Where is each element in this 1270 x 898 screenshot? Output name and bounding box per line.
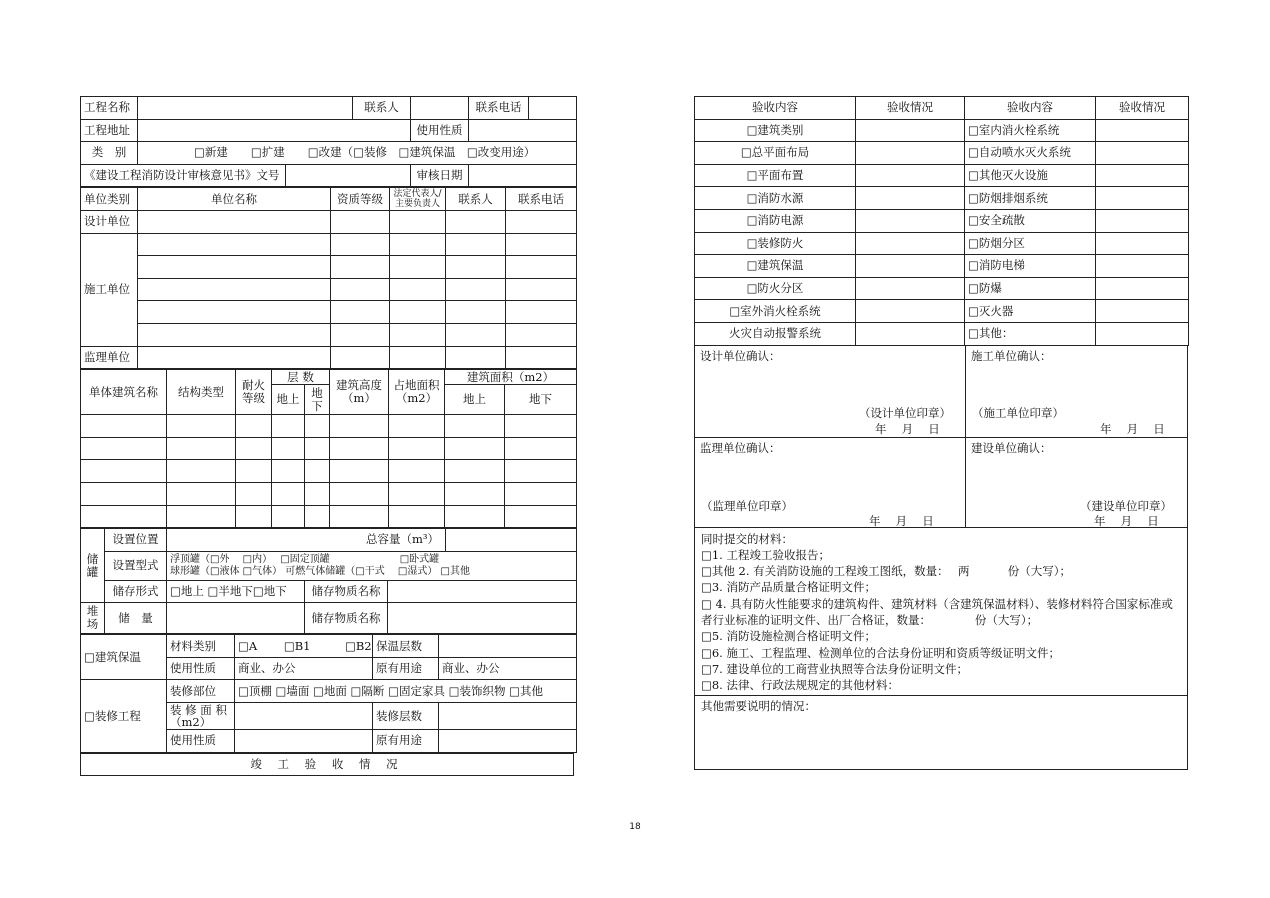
table-row	[695, 232, 1189, 255]
building-cell[interactable]	[272, 415, 305, 438]
construction-unit-cell[interactable]	[390, 256, 446, 279]
supervision-confirm-box[interactable]	[695, 438, 966, 527]
acceptance-status-cell[interactable]	[1096, 300, 1189, 323]
tank-type-line1[interactable]: 浮顶罐（□外 □内） □固定顶罐 □卧式罐	[170, 553, 440, 565]
decoration-original-use-field[interactable]	[439, 730, 577, 753]
building-cell[interactable]	[445, 505, 505, 528]
building-cell[interactable]	[272, 505, 305, 528]
insulation-label[interactable]: □建筑保温	[81, 635, 167, 680]
tank-capacity-label: 总容量（m³）	[167, 529, 446, 552]
construction-confirm-label: 施工单位确认：	[971, 348, 1052, 363]
building-cell[interactable]	[445, 482, 505, 505]
category-options[interactable]: □新建 □扩建 □改建（□装修 □建筑保温 □改变用途）	[138, 142, 577, 165]
review-doc-field[interactable]	[286, 164, 411, 187]
acceptance-status-cell[interactable]	[856, 232, 965, 255]
acceptance-item[interactable]: □装修防火	[695, 232, 856, 255]
building-cell[interactable]	[330, 505, 389, 528]
material-item[interactable]: □3. 消防产品质量合格证明文件；	[701, 580, 876, 595]
supervision-unit-cell[interactable]	[390, 346, 446, 369]
acceptance-item[interactable]: □室内消火栓系统	[965, 119, 1096, 142]
review-date-label: 审核日期	[411, 164, 469, 187]
construction-unit-cell[interactable]	[506, 301, 577, 324]
construction-unit-cell[interactable]	[390, 301, 446, 324]
decoration-part-label: 装修部位	[167, 680, 235, 703]
confirm-row-1	[694, 346, 1188, 438]
qualification-header: 资质等级	[331, 188, 390, 211]
building-cell[interactable]	[236, 460, 272, 483]
acceptance-item[interactable]: □防烟排烟系统	[965, 187, 1096, 210]
tank-type-line2[interactable]: 球形罐（□液体 □气体） 可燃气体储罐（□干式 □湿式） □其他	[170, 565, 470, 577]
construction-unit-cell[interactable]	[331, 301, 390, 324]
material-item[interactable]: □6. 施工、工程监理、检测单位的合法身份证明和资质等级证明文件；	[701, 645, 1060, 660]
acceptance-item[interactable]: 火灾自动报警系统	[695, 322, 856, 345]
building-cell[interactable]	[305, 482, 330, 505]
building-cell[interactable]	[167, 505, 236, 528]
yard-label: 堆场	[81, 603, 105, 634]
construction-unit-cell[interactable]	[390, 323, 446, 346]
page-number: 18	[629, 822, 641, 832]
construction-stamp-label: （施工单位印章）	[972, 405, 1064, 420]
construction-confirm-box[interactable]	[966, 346, 1187, 437]
construction-unit-cell[interactable]	[138, 323, 331, 346]
phone-field[interactable]	[529, 97, 577, 120]
building-cell[interactable]	[81, 482, 167, 505]
material-item[interactable]: □1. 工程竣工验收报告；	[701, 547, 830, 562]
table-row	[81, 482, 577, 505]
acceptance-item[interactable]: □防爆	[965, 277, 1096, 300]
insulation-usage-value[interactable]: 商业、办公	[235, 657, 373, 680]
storage-form-options[interactable]: □地上 □半地下□地下	[167, 580, 305, 603]
acceptance-status-cell[interactable]	[1096, 164, 1189, 187]
acceptance-item[interactable]: □总平面布局	[695, 142, 856, 165]
design-unit-cell[interactable]	[331, 210, 390, 233]
footprint-header: 占地面积（m2）	[389, 370, 445, 415]
review-doc-label: 《建设工程消防设计审核意见书》文号	[81, 164, 286, 187]
supervision-unit-cell[interactable]	[138, 346, 331, 369]
acceptance-status-cell[interactable]	[1096, 277, 1189, 300]
area-above-header: 地上	[445, 385, 505, 415]
acceptance-status-cell[interactable]	[1096, 119, 1189, 142]
material-item[interactable]: □其他 2. 有关消防设施的工程竣工图纸，数量： 两 份（大写）；	[701, 564, 1071, 579]
decoration-label[interactable]: □装修工程	[81, 680, 167, 752]
building-cell[interactable]	[81, 505, 167, 528]
builder-confirm-label: 建设单位确认：	[971, 440, 1052, 455]
building-cell[interactable]	[305, 437, 330, 460]
construction-unit-cell[interactable]	[506, 323, 577, 346]
construction-unit-cell[interactable]	[138, 278, 331, 301]
construction-unit-cell[interactable]	[331, 278, 390, 301]
building-cell[interactable]	[272, 460, 305, 483]
acceptance-item[interactable]: □安全疏散	[965, 209, 1096, 232]
acceptance-item[interactable]: □自动喷水灭火系统	[965, 142, 1096, 165]
table-row	[81, 437, 577, 460]
material-item[interactable]: □ 4. 具有防火性能要求的建筑构件、建筑材料（含建筑保温材料）、装修材料符合国家标准或者行业标准的证明文件、出厂合格证，数量： 份（大写）；	[701, 596, 1173, 628]
building-cell[interactable]	[236, 437, 272, 460]
acceptance-status-cell[interactable]	[856, 187, 965, 210]
construction-unit-cell[interactable]	[138, 301, 331, 324]
builder-stamp-label: （建设单位印章）	[1080, 498, 1172, 513]
confirm-row-2	[694, 438, 1188, 528]
design-confirm-label: 设计单位确认：	[700, 348, 781, 363]
area-header: 建筑面积（m2）	[445, 370, 577, 385]
yard-material-name-label: 储存物质名称	[305, 603, 388, 634]
construction-unit-cell[interactable]	[390, 233, 446, 256]
floors-header: 层 数	[272, 370, 330, 385]
building-name-header: 单体建筑名称	[81, 370, 167, 415]
building-cell[interactable]	[389, 505, 445, 528]
design-unit-label: 设计单位	[81, 210, 138, 233]
phone-label: 联系电话	[469, 97, 529, 120]
building-cell[interactable]	[505, 460, 577, 483]
acceptance-status-cell[interactable]	[1096, 187, 1189, 210]
building-cell[interactable]	[389, 482, 445, 505]
category-label: 类 别	[81, 142, 138, 165]
yard-material-name-field[interactable]	[388, 603, 577, 634]
yard-amount-label: 储 量	[105, 603, 167, 634]
building-cell[interactable]	[389, 437, 445, 460]
other-notes-label: 其他需要说明的情况：	[701, 698, 816, 713]
unit-type-header: 单位类别	[81, 188, 138, 211]
acceptance-status-cell[interactable]	[1096, 142, 1189, 165]
materials-box	[694, 528, 1188, 696]
floors-above-header: 地上	[272, 385, 305, 415]
construction-unit-cell[interactable]	[446, 301, 506, 324]
supervision-unit-cell[interactable]	[331, 346, 390, 369]
acceptance-status-cell[interactable]	[856, 322, 965, 345]
table-row	[695, 209, 1189, 232]
design-date: 年 月 日	[875, 421, 940, 436]
acceptance-status-cell[interactable]	[1096, 232, 1189, 255]
construction-unit-label: 施工单位	[81, 233, 138, 346]
project-name-field[interactable]	[138, 97, 353, 120]
acceptance-item[interactable]: □消防水源	[695, 187, 856, 210]
acceptance-item[interactable]: □防火分区	[695, 277, 856, 300]
building-cell[interactable]	[330, 482, 389, 505]
insulation-usage-label: 使用性质	[167, 657, 235, 680]
table-row	[695, 164, 1189, 187]
acceptance-content-header: 验收内容	[965, 97, 1096, 120]
insulation-decoration-table	[80, 634, 577, 752]
acceptance-item[interactable]: □消防电源	[695, 209, 856, 232]
acceptance-status-cell[interactable]	[856, 277, 965, 300]
design-unit-cell[interactable]	[390, 210, 446, 233]
building-cell[interactable]	[272, 437, 305, 460]
decoration-layers-field[interactable]	[439, 703, 577, 730]
acceptance-status-cell[interactable]	[856, 209, 965, 232]
address-field[interactable]	[138, 119, 411, 142]
table-row	[81, 505, 577, 528]
material-item[interactable]: □5. 消防设施检测合格证明文件；	[701, 629, 876, 644]
left-form	[80, 96, 576, 776]
material-type-options[interactable]: □A □B1 □B2	[235, 635, 373, 658]
construction-unit-cell[interactable]	[331, 323, 390, 346]
tank-type-options[interactable]	[167, 551, 577, 580]
legal-rep-header: 法定代表人/主要负责人	[390, 188, 446, 211]
tank-capacity-field[interactable]	[446, 529, 577, 552]
material-item[interactable]: □7. 建设单位的工商营业执照等合法身份证明文件；	[701, 661, 968, 676]
acceptance-status-cell[interactable]	[856, 300, 965, 323]
table-row	[695, 255, 1189, 278]
design-stamp-label: （设计单位印章）	[859, 405, 951, 420]
design-unit-cell[interactable]	[506, 210, 577, 233]
building-cell[interactable]	[167, 415, 236, 438]
insulation-layers-field[interactable]	[439, 635, 577, 658]
decoration-layers-label: 装修层数	[373, 703, 439, 730]
design-unit-cell[interactable]	[446, 210, 506, 233]
building-cell[interactable]	[305, 505, 330, 528]
acceptance-item[interactable]: □其他灭火设施	[965, 164, 1096, 187]
supervision-stamp-label: （监理单位印章）	[701, 498, 793, 513]
table-row	[695, 322, 1189, 345]
building-cell[interactable]	[167, 482, 236, 505]
acceptance-item[interactable]: □灭火器	[965, 300, 1096, 323]
project-info-table	[80, 96, 577, 187]
supervision-unit-cell[interactable]	[506, 346, 577, 369]
tank-material-name-field[interactable]	[388, 580, 577, 603]
building-cell[interactable]	[81, 415, 167, 438]
decoration-part-options[interactable]: □顶棚 □墙面 □地面 □隔断 □固定家具 □装饰织物 □其他	[235, 680, 577, 703]
supervision-unit-cell[interactable]	[446, 346, 506, 369]
supervision-date: 年 月 日	[869, 513, 934, 528]
builder-date: 年 月 日	[1094, 513, 1159, 528]
tank-type-label: 设置型式	[105, 551, 167, 580]
acceptance-content-header: 验收内容	[695, 97, 856, 120]
decoration-area-field[interactable]	[235, 703, 373, 730]
building-cell[interactable]	[330, 437, 389, 460]
building-cell[interactable]	[81, 437, 167, 460]
building-cell[interactable]	[236, 482, 272, 505]
building-cell[interactable]	[505, 415, 577, 438]
building-cell[interactable]	[505, 505, 577, 528]
acceptance-status-cell[interactable]	[1096, 209, 1189, 232]
storage-form-label: 储存形式	[105, 580, 167, 603]
acceptance-status-header: 验收情况	[1096, 97, 1189, 120]
building-cell[interactable]	[445, 415, 505, 438]
design-confirm-box[interactable]	[695, 346, 966, 437]
construction-unit-cell[interactable]	[506, 278, 577, 301]
table-row	[695, 142, 1189, 165]
decoration-usage-field[interactable]	[235, 730, 373, 753]
tank-material-name-label: 储存物质名称	[305, 580, 388, 603]
table-row	[695, 119, 1189, 142]
decoration-original-use-label: 原有用途	[373, 730, 439, 753]
height-header: 建筑高度（m）	[330, 370, 389, 415]
acceptance-item[interactable]: □室外消火栓系统	[695, 300, 856, 323]
building-cell[interactable]	[81, 460, 167, 483]
acceptance-table	[694, 96, 1189, 346]
construction-unit-cell[interactable]	[331, 256, 390, 279]
building-cell[interactable]	[445, 437, 505, 460]
building-cell[interactable]	[167, 460, 236, 483]
table-row	[695, 277, 1189, 300]
building-cell[interactable]	[236, 505, 272, 528]
fire-rating-header: 耐火等级	[236, 370, 272, 415]
construction-unit-cell[interactable]	[446, 323, 506, 346]
structure-header: 结构类型	[167, 370, 236, 415]
building-cell[interactable]	[505, 437, 577, 460]
construction-unit-cell[interactable]	[331, 233, 390, 256]
building-cell[interactable]	[236, 415, 272, 438]
building-cell[interactable]	[445, 460, 505, 483]
building-table	[80, 369, 577, 528]
acceptance-footer-title: 竣 工 验 收 情 况	[81, 753, 574, 775]
acceptance-status-cell[interactable]	[856, 119, 965, 142]
builder-confirm-box[interactable]	[966, 438, 1187, 527]
review-date-field[interactable]	[469, 164, 577, 187]
acceptance-status-cell[interactable]	[1096, 322, 1189, 345]
building-cell[interactable]	[305, 460, 330, 483]
construction-unit-cell[interactable]	[506, 256, 577, 279]
supervision-confirm-label: 监理单位确认：	[700, 440, 781, 455]
insulation-original-use-value[interactable]: 商业、办公	[439, 657, 577, 680]
construction-unit-cell[interactable]	[506, 233, 577, 256]
table-row	[695, 187, 1189, 210]
decoration-usage-label: 使用性质	[167, 730, 235, 753]
supervision-unit-label: 监理单位	[81, 346, 138, 369]
address-label: 工程地址	[81, 119, 138, 142]
unit-name-header: 单位名称	[138, 188, 331, 211]
acceptance-footer-table	[80, 753, 574, 776]
contact-label: 联系人	[353, 97, 411, 120]
construction-unit-cell[interactable]	[446, 233, 506, 256]
construction-date: 年 月 日	[1100, 421, 1165, 436]
acceptance-item[interactable]: □其他：	[965, 322, 1096, 345]
materials-title: 同时提交的材料：	[701, 531, 793, 546]
acceptance-status-cell[interactable]	[856, 255, 965, 278]
material-item[interactable]: □8. 法律、行政法规规定的其他材料：	[701, 678, 899, 693]
construction-unit-cell[interactable]	[138, 233, 331, 256]
tank-location-label: 设置位置	[105, 529, 167, 552]
building-cell[interactable]	[330, 415, 389, 438]
acceptance-status-cell[interactable]	[856, 142, 965, 165]
acceptance-item[interactable]: □防烟分区	[965, 232, 1096, 255]
project-name-label: 工程名称	[81, 97, 138, 120]
insulation-layers-label: 保温层数	[373, 635, 439, 658]
usage-field[interactable]	[469, 119, 577, 142]
unit-phone-header: 联系电话	[506, 188, 577, 211]
construction-unit-cell[interactable]	[446, 256, 506, 279]
construction-unit-cell[interactable]	[390, 278, 446, 301]
unit-table	[80, 187, 577, 369]
right-form	[694, 96, 1188, 770]
acceptance-status-cell[interactable]	[856, 164, 965, 187]
acceptance-status-cell[interactable]	[1096, 255, 1189, 278]
building-cell[interactable]	[389, 460, 445, 483]
other-notes-box[interactable]	[694, 696, 1188, 770]
insulation-original-use-label: 原有用途	[373, 657, 439, 680]
design-unit-name[interactable]	[138, 210, 331, 233]
tank-label: 储罐	[81, 529, 105, 603]
building-cell[interactable]	[305, 415, 330, 438]
yard-amount-field[interactable]	[167, 603, 305, 634]
floors-below-header: 地下	[305, 385, 330, 415]
building-cell[interactable]	[330, 460, 389, 483]
contact-field[interactable]	[411, 97, 469, 120]
decoration-area-label: 装 修 面 积（m2）	[167, 703, 235, 730]
acceptance-item[interactable]: □消防电梯	[965, 255, 1096, 278]
material-type-label: 材料类别	[167, 635, 235, 658]
usage-label: 使用性质	[411, 119, 469, 142]
building-cell[interactable]	[389, 415, 445, 438]
storage-table	[80, 528, 577, 634]
table-row	[695, 300, 1189, 323]
building-cell[interactable]	[272, 482, 305, 505]
acceptance-item[interactable]: □建筑类别	[695, 119, 856, 142]
area-below-header: 地下	[505, 385, 577, 415]
construction-unit-cell[interactable]	[446, 278, 506, 301]
building-cell[interactable]	[505, 482, 577, 505]
acceptance-item[interactable]: □平面布置	[695, 164, 856, 187]
construction-unit-cell[interactable]	[138, 256, 331, 279]
acceptance-item[interactable]: □建筑保温	[695, 255, 856, 278]
acceptance-status-header: 验收情况	[856, 97, 965, 120]
table-row	[81, 415, 577, 438]
unit-contact-header: 联系人	[446, 188, 506, 211]
building-cell[interactable]	[167, 437, 236, 460]
table-row	[81, 460, 577, 483]
